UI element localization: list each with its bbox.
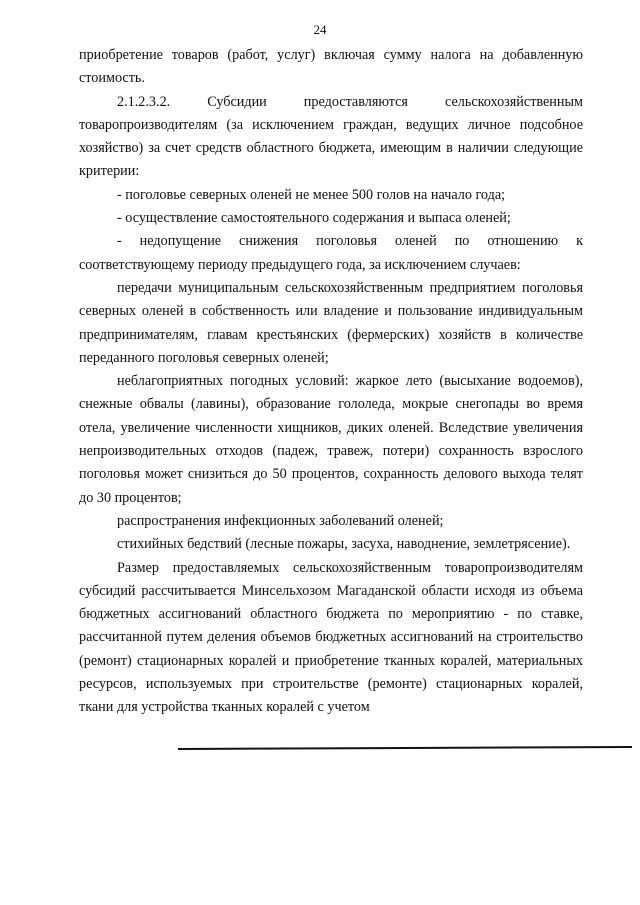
exception-disasters: стихийных бедствий (лесные пожары, засуха, наводнение, землетрясение). <box>117 536 571 553</box>
criteria-item-no-herd-reduction: - недопущение снижения поголовья оленей по отношению к соответствующему периоду предыдущего года, за исключением случаев: <box>79 233 583 273</box>
paragraph-continuation: приобретение товаров (работ, услуг) включая сумму налога на добавленную стоимость. <box>79 47 583 87</box>
document-body <box>79 44 583 720</box>
paragraph-clause-2-1-2-3-2: 2.1.2.3.2. Субсидии предоставляются сельскохозяйственным товаропроизводителям (за исключением граждан, ведущих личное подсобное хозяйство) за счет средств областного бюджета, имеющим в наличии следующие критерии: <box>79 93 583 180</box>
page-number: 24 <box>313 22 327 37</box>
exception-disease: распространения инфекционных заболеваний оленей; <box>117 512 444 529</box>
criteria-item-herd-size: - поголовье северных оленей не менее 500 голов на начало года; <box>117 186 506 203</box>
exception-transfer: передачи муниципальным сельскохозяйственным предприятием поголовья северных оленей в собственность или владение и пользование индивидуальным предпринимателям, главам крестьянских (фермерских) хозяйств в количестве переданного поголовья северных оленей; <box>79 279 583 366</box>
criteria-item-self-maintenance: - осуществление самостоятельного содержания и выпаса оленей; <box>117 210 511 227</box>
exception-weather: неблагоприятных погодных условий: жаркое лето (высыхание водоемов), снежные обвалы (лавины), образование гололеда, мокрые снегопады во время отела, увеличение численности хищников, диких оленей. Вследствие увеличения непроизводительных отходов (падеж, травеж, потери) сохранность взрослого поголовья может снизиться до 50 процентов, сохранность делового выхода телят до 30 процентов; <box>79 373 583 506</box>
paragraph-subsidy-size: Размер предоставляемых сельскохозяйственным товаропроизводителям субсидий рассчитывается Минсельхозом Магаданской области исходя из объема бюджетных ассигнований областного бюджета по мероприятию - по ставке, рассчитанной путем деления объемов бюджетных ассигнований на строительство (ремонт) стационарных коралей и приобретение тканных коралей, материальных ресурсов, используемых при строительстве (ремонте) стационарных коралей, ткани для устройства тканных коралей с учетом <box>79 559 583 716</box>
horizontal-rule <box>178 746 632 750</box>
